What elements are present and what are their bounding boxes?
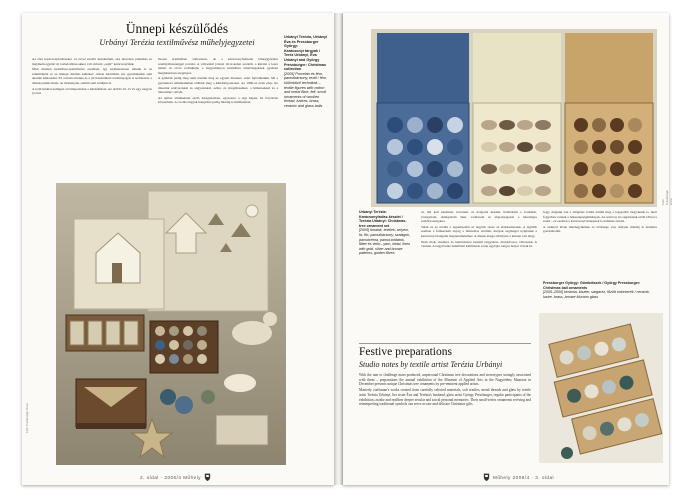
footer-text: Műhely 2006/4 · 3. oldal: [493, 474, 555, 480]
photo-caption: [543, 281, 657, 299]
caption-title: Karácsonyfadísz-készlet / Terézia Urbányi: Christmas-tree ornament set: [359, 214, 407, 228]
paragraph: With the aim to challenge mass-produced, unpersonal Christmas tree decorations and stereotypes strongly associated with them – preparations the annual exhibition of the Museum of Applied Arts in the Nagytétény Mansion in December presents unique Christmas tree ornaments by pre-eminent applied artists.: [359, 373, 531, 387]
caption-title: Karácsonyi tárgyak / Teréz Urbányi, Éva Urbányi and György Pressburger: Christmas collection: [284, 48, 327, 72]
photo-caption: [359, 210, 413, 256]
paragraph: hogy dolgunk van a világban: leltári értékű meg a legapróbb tárgyaknak is, mert fogyóban vannak a békeszépségélmények. Az sem baj, ha sugárzásuk révül idővel a szerű – ez esetben a karácsonyi ünnepnek is érdemes tartani.: [543, 210, 657, 224]
english-title: Festive preparations: [359, 346, 452, 358]
body-column-3: [421, 210, 537, 250]
paragraph: A szakiról élvek mindegyikének az öröksége van, melyek mindig is érdemes gondolkodni.: [543, 224, 657, 234]
page-footer: [140, 473, 211, 481]
paragraph: Mint minden kézműves-iparművész esetében, így természetesen nálunk is az számítóként ér az ünnepi díszítés kellékei: otthon készültek, kis gyermekeink sem akartak kimaradni. Ez a közös munka és a jól használható textilanyagok is techni-kát, a díszek puhák lettek, ne törékenyek, semmi sem sérüljön el.: [32, 67, 152, 85]
ball-ornaments-photo: [539, 313, 663, 463]
caption-meta: [2005–2006] kerámia, lüszter, sárgaréz, fűzött ónkeverék / ceramic, lustre, brass, bronze Murano glass: [543, 290, 651, 299]
caption-meta: [2005] fonalak, textilek, selyem, fa, filc, pamutbársony, szalagok, pamutcérna, pamut-toldatok, flitter és velúr– yarn, bead, linen with gold, silver and bronze patterns, golden fibres: [359, 228, 411, 256]
paragraph: Talán ez az utóbbi a legnehezebb és legjobb része az előkészítésnek. A legtöbb esetben a felhasznált anyag a fémszálas textilek, melyek segítséget nyújtanak a karácsonyi hangulat megteremtéséhez. A díszek alapja többnyire a készen vett tárgy.: [421, 224, 537, 238]
shield-icon: [483, 473, 490, 481]
photo-credit: Fotó: Pressburger Anna: [661, 189, 673, 205]
divider: [359, 343, 531, 344]
caption-meta: [2005] Porcelán és fém, pamutbársony, textil / fém, különböző technikák – textile figures with cotton and metal fibre, felt, scroll ornaments of woollen thread, lustres, brass, ceramic and glass balls: [284, 71, 327, 108]
caption-name: Urbányi Terézia:: [359, 210, 387, 214]
caption-name: Urbányi Terézia, Urbányi Éva és Pressburger György:: [284, 35, 327, 49]
paragraph: Masterly craftsman's works created from carefully selected materials, soft textiles, metal threads and glass by textile artist Terézia Urbányi, her sister Éva and Terézia's husband, glass artist György Pressburger, regular participants of the exhibition, awake and reaffirm deeper secular and sacral personal memories. Their small-series ornaments reviving and reinterpreting traditional symbols can serve as raw and delicate Christmas gifts.: [359, 388, 531, 407]
page-subtitle: Urbányi Terézia textilművész műhelyjegyzetei: [99, 37, 255, 47]
body-column-1: [32, 57, 152, 97]
body-column-4: [543, 210, 657, 235]
page-title: Ünnepi készülődés: [125, 21, 229, 36]
page-footer: [483, 473, 554, 481]
left-page: [22, 13, 334, 485]
paragraph: Az ember emlékeinek szóló lebegtetésben, egyszerre a régi képek, ha folytatást követelnek. A csodás tárgyak hangulata pedig mindig is múlhatatlan.: [158, 95, 278, 105]
spine-gutter: [334, 13, 343, 485]
english-subtitle: Studio notes by textile artist Terézia Urbányi: [359, 360, 503, 369]
paragraph: Nem titok, eladásra és bemutatásra készült tárgyakon, díszdobozos változatok is vannak. A négyévente ismétlődő kiállítások során egyfajta rangos helyet vívtak ki.: [421, 239, 537, 249]
body-column-2: [158, 57, 278, 106]
photo-credit: Fotó: Pressburger Anna: [25, 403, 29, 433]
ornament-boxes-photo: [371, 29, 657, 207]
paragraph: mosan értelmében változások, de a karácsonyfadíszek tömeggyártása szemlyéltelenéggel pótoltá. A változatát jórészt távol-keleti eredetű, a kínálat a leszs ismert és olcsó technikájú, a hagyományos kézműves lehetőségeknek gyakran meglehetősen szegényes.: [158, 57, 278, 75]
christmas-collection-photo: [56, 183, 286, 465]
paragraph: Az első karácsonyfadíszeket 14 évvel ezelőtt készítettem, oka meróben praktikus és majdnem egyéni: új csaladomban akkor volt először „saját” karácsonyfánk.: [32, 57, 152, 66]
photo-caption: [284, 35, 330, 109]
footer-text: 2. oldal · 2006/4 Műhely: [140, 474, 202, 480]
english-body: [359, 373, 531, 408]
right-page: [343, 13, 673, 485]
shield-icon: [204, 473, 211, 481]
paragraph: ni, mit kell készíteni, követem, és dolgozni kezdek. Kitaláltam a formákat, javítgattam, delelgettem őket, vadászom az alapanyagokat a lehetséges szabályosságokra.: [421, 210, 537, 224]
paragraph: A galériák pedig meg nem érezték meg az egyéni díszeket, ezért fejlődhetünk. Mi a gyerekkori emlékeinkben találtuk meg a kiindulópontokat. Az 1960-as évek eleje óta díszeink szalvarokkal és angyalokkal, ezüst- és üvegdíszekkel, a hímzésekkel és a tűzzománc szívek.: [158, 76, 278, 95]
paragraph: A boltí kínálat nemigen ad támpontokat a kindulásban. Az utóbbi 10–15 év egy nagyon jó érzé: [32, 86, 152, 96]
caption-title: Pressburger György: Gömbdíszek / György Pressburger: Christmas ball ornaments: [543, 281, 641, 290]
